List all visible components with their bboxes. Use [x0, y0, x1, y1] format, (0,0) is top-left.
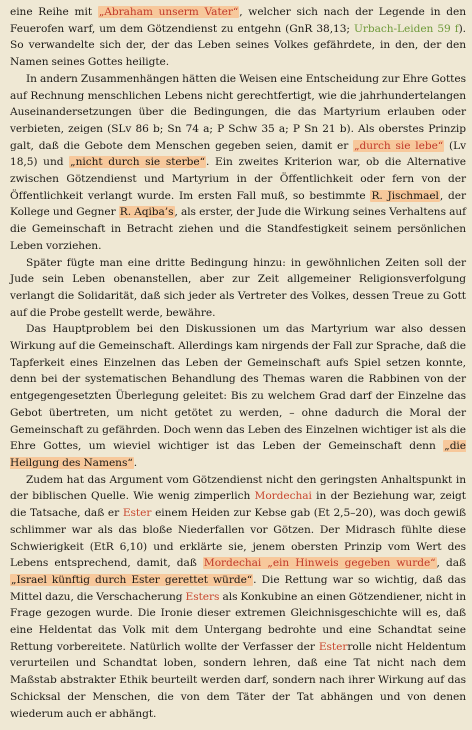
- text-run: , welcher sich nach der Legende in den Feuerofen warf, um dem Götzendienst zu entgehn (GnR 38,13;: [10, 6, 466, 35]
- text-run: rolle nicht Heldentum verurteilen und Schandtat loben, sondern lehren, daß eine Tat nicht nach dem Maßstab abstrakter Ethik beurteilt werden darf, sondern nach ihrer Wirkung auf das Schicksal der Menschen, die von dem Täter der Tat abhängen und von denen wiederum auch er abhängt.: [10, 640, 466, 720]
- text-run: ). So verwandelte sich der, der das Leben seines Volkes gefährdete, in den, der den Namen seines Gottes heiligte.: [10, 22, 466, 69]
- text-run: Das Hauptproblem bei den Diskussionen um das Martyrium war also dessen Wirkung auf die Gemeinschaft. Allerdings kam nirgends der Fall zur Sprache, daß die Tapferkeit eines Einzelnen das Leben der Gemeinschaft aufs Spiel setzen konnte, denn bei der systematischen Behandlung des Themas waren die Rabbinen von der entgegengesetzten Überlegung geleitet: Bis zu welchem Grad darf der Einzelne das Gebot übertreten, um nicht getötet zu werden, – ohne dadurch die Moral der Gemeinschaft zu gefährden. Doch wenn das Leben des Einzelnen wichtiger ist als die Ehre Gottes, um wieviel wichtiger ist das Leben der Gemeinschaft denn: [10, 323, 466, 453]
- highlighted-text: Mordechai „ein Hinweis gegeben wurde“: [203, 557, 436, 570]
- text-run: , als erster, der Jude die Wirkung seines Verhaltens auf die Gemeinschaft in Betracht ziehen und die Standfestigkeit seinem persönlichen Leben vorziehen.: [10, 206, 466, 252]
- highlighted-text: „Abraham unserm Vater“: [98, 6, 239, 18]
- paragraph-5: [10, 472, 466, 723]
- highlighted-text: „durch sie lebe“: [354, 139, 444, 152]
- highlighted-text: R. Aqiba’s: [119, 206, 174, 219]
- text-run: einem Heiden zur Kebse gab (Et 2,5–20), was doch gewiß schlimmer war als das bloße Niederfallen vor Götzen. Der Midrasch fühlte diese Schwierigkeit (EtR 6,10) und erklärte sie, jenem obersten Prinzip vom Wert des Lebens entsprechend, damit, daß: [10, 507, 466, 570]
- text-run: In andern Zusammenhängen hätten die Weisen eine Entscheidung zur Ehre Gottes auf Rechnung menschlichen Lebens nicht gerechtfertigt, wie die jahrhundertelangen Auseinandersetzungen über die Bedingungen, die das Martyrium erlauben oder verbieten, zeigen (SLv 86 b; Sn 74 a; P Schw 35 a; P Sn 21 b). Als oberstes Prinzip galt, daß die Gebote dem Menschen gegeben seien, damit er: [10, 72, 466, 152]
- text-run: als Konkubine an einen Götzendiener, nicht in Frage gezogen wurde. Die Ironie dieser extremen Gleichnisgeschichte will es, daß eine Heldentat das Volk mit dem Untergang bedrohte und eine Schandtat seine Rettung vorbereitete. Natürlich wollte der Verfasser der: [10, 590, 466, 653]
- highlighted-text: „die Heilgung des Namens“: [10, 440, 466, 469]
- paragraph-2: [10, 71, 466, 255]
- text-run: eine Reihe mit: [10, 6, 98, 18]
- paragraph-3: [10, 255, 466, 322]
- text-run: . Ein zweites Kriterion war, ob die Alternative zwischen Götzendienst und Martyrium in der Öffentlichkeit oder fern von der Öffentlichkeit verlangt wurde. Im ersten Fall muß, so bestimmte: [10, 156, 466, 202]
- text-run: in der Beziehung war, zeigt die Tatsache, daß er: [10, 490, 466, 520]
- highlighted-text: R. Jischmael: [371, 189, 439, 202]
- paragraph-1: [10, 4, 466, 71]
- colored-text: Ester: [318, 640, 348, 653]
- highlighted-text: „Israel künftig durch Ester gerettet würde“: [11, 573, 253, 586]
- text-run: Zudem hat das Argument vom Götzendienst nicht den geringsten Anhaltspunkt in der biblischen Quelle. Wie wenig zimperlich: [10, 473, 466, 503]
- text-run: , der Kollege und Gegner: [10, 189, 466, 219]
- colored-text: Urbach-Leiden 59 f: [353, 22, 459, 35]
- text-run: , daß: [436, 557, 466, 570]
- text-run: . Die Rettung war so wichtig, daß das Mittel dazu, die Verschacherung: [10, 573, 467, 603]
- colored-text: Esters: [185, 590, 220, 603]
- colored-text: Mordechai: [254, 490, 312, 503]
- text-run: Später fügte man eine dritte Bedingung hinzu: in gewöhnlichen Zeiten soll der Jude sein Leben obenanstellen, aber zur Zeit allgemeiner Religionsverfolgung verlangt die Solidarität, daß sich jeder als Vertreter des Volkes, dessen Treue zu Gott auf die Probe gestellt werde, bewähre.: [10, 256, 466, 319]
- highlighted-text: „nicht durch sie sterbe“: [70, 156, 205, 169]
- text-run: .: [133, 456, 138, 469]
- paragraph-4: [10, 321, 466, 471]
- text-run: (Lv 18,5) und: [10, 139, 467, 169]
- colored-text: Ester: [122, 507, 152, 520]
